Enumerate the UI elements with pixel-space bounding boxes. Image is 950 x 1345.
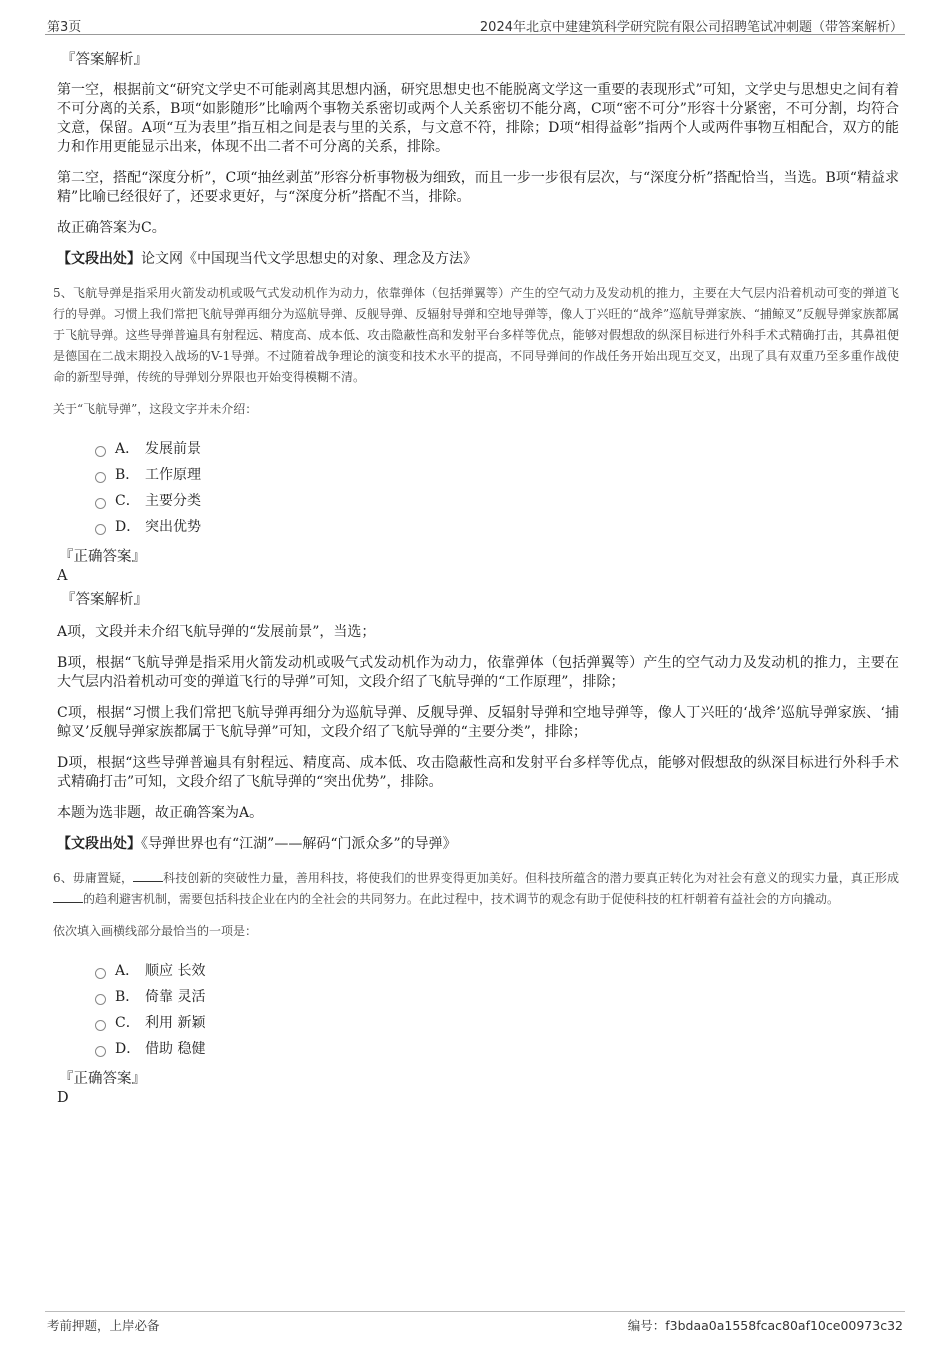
source-label: 【文段出处】	[57, 251, 141, 267]
radio-icon[interactable]	[95, 994, 106, 1005]
option-letter: D．	[115, 519, 141, 535]
analysis-conclusion: 本题为选非题，故正确答案为A。	[57, 805, 264, 821]
option-text: 发展前景	[145, 441, 201, 457]
question-prompt: 依次填入画横线部分最恰当的一项是：	[53, 924, 258, 938]
radio-icon[interactable]	[95, 472, 106, 483]
fill-blank	[53, 889, 83, 903]
analysis-label: 『答案解析』	[61, 52, 148, 68]
correct-answer-label: 『正确答案』	[59, 1071, 146, 1087]
fill-blank	[133, 868, 163, 882]
radio-icon[interactable]	[95, 1020, 106, 1031]
radio-icon[interactable]	[95, 446, 106, 457]
option-c[interactable]	[95, 1009, 899, 1035]
option-list	[95, 957, 899, 1061]
option-letter: A．	[115, 963, 140, 979]
option-letter: C．	[115, 1015, 140, 1031]
option-c[interactable]	[95, 487, 899, 513]
radio-icon[interactable]	[95, 1046, 106, 1057]
document-id: 编号：f3bdaa0a1558fcac80af10ce00973c32	[627, 1318, 903, 1333]
radio-icon[interactable]	[95, 968, 106, 979]
option-d[interactable]	[95, 513, 899, 539]
question-text-part: 的趋利避害机制，需要包括科技企业在内的全社会的共同努力。在此过程中，技术调节的观念有助于促使科技的杠杆朝着有益社会的方向撬动。	[83, 892, 840, 906]
analysis-label: 『答案解析』	[61, 592, 148, 608]
correct-answer: A	[57, 568, 68, 584]
option-b[interactable]	[95, 983, 899, 1009]
correct-answer: D	[57, 1090, 69, 1106]
question-prompt: 关于“飞航导弹”，这段文字并未介绍：	[53, 402, 258, 416]
option-text: 利用 新颖	[145, 1015, 206, 1031]
option-letter: C．	[115, 493, 140, 509]
radio-icon[interactable]	[95, 524, 106, 535]
option-letter: B．	[115, 467, 140, 483]
source-citation	[57, 835, 899, 854]
analysis-paragraph: A项，文段并未介绍飞航导弹的“发展前景”，当选；	[57, 624, 376, 640]
question-text	[53, 868, 899, 910]
option-text: 突出优势	[145, 519, 201, 535]
option-letter: B．	[115, 989, 140, 1005]
option-text: 倚靠 灵活	[145, 989, 206, 1005]
analysis-paragraph: C项，根据“习惯上我们常把飞航导弹再细分为巡航导弹、反舰导弹、反辐射导弹和空地导弹等，像人丁兴旺的‘战斧’巡航导弹家族、‘捕鲸叉’反舰导弹家族都属于飞航导弹”可知，文段介绍了飞航导弹的“主要分类”，排除；	[57, 705, 899, 740]
option-text: 工作原理	[145, 467, 201, 483]
analysis-paragraph: 第二空，搭配“深度分析”，C项“抽丝剥茧”形容分析事物极为细致，而且一步一步很有层次，与“深度分析”搭配恰当，当选。B项“精益求精”比喻已经很好了，还要求更好，与“深度分析”搭配不当，排除。	[57, 170, 899, 205]
correct-answer-label: 『正确答案』	[59, 549, 146, 565]
option-d[interactable]	[95, 1035, 899, 1061]
question-text-part: 6、毋庸置疑，	[53, 871, 134, 885]
option-b[interactable]	[95, 461, 899, 487]
page-footer	[45, 1311, 905, 1334]
analysis-paragraph: B项，根据“飞航导弹是指采用火箭发动机或吸气式发动机作为动力，依靠弹体（包括弹翼等）产生的空气动力及发动机的推力，主要在大气层内沿着机动可变的弹道飞行的导弹”可知，文段介绍了飞航导弹的“工作原理”，排除；	[57, 655, 899, 690]
page-header	[45, 14, 905, 35]
option-a[interactable]	[95, 435, 899, 461]
page-number: 第3页	[47, 20, 82, 35]
analysis-paragraph: 第一空，根据前文“研究文学史不可能剥离其思想内涵，研究思想史也不能脱离文学这一重要的表现形式”可知，文学史与思想史之间有着不可分离的关系，B项“如影随形”比喻两个事物关系密切或两个人关系密切不能分离，C项“密不可分”形容十分紧密，不可分割，均符合文意，保留。A项“互为表里”指互相之间是表与里的关系，与文意不符，排除；D项“相得益彰”指两个人或两件事物互相配合，双方的能力和作用更能显示出来，体现不出二者不可分离的关系，排除。	[57, 82, 899, 155]
question-text-part: 科技创新的突破性力量，善用科技，将使我们的世界变得更加美好。但科技所蕴含的潜力要真正转化为对社会有意义的现实力量，真正形成	[163, 871, 899, 885]
option-text: 借助 稳健	[145, 1041, 206, 1057]
radio-icon[interactable]	[95, 498, 106, 509]
option-list	[95, 435, 899, 539]
source-text: 《导弹世界也有“江湖”——解码“门派众多”的导弹》	[141, 836, 457, 852]
footer-slogan: 考前押题，上岸必备	[47, 1318, 160, 1333]
option-text: 顺应 长效	[145, 963, 206, 979]
option-letter: D．	[115, 1041, 141, 1057]
analysis-conclusion: 故正确答案为C。	[57, 220, 166, 236]
option-letter: A．	[115, 441, 140, 457]
source-text: 论文网《中国现当代文学思想史的对象、理念及方法》	[141, 251, 477, 267]
document-title: 2024年北京中建建筑科学研究院有限公司招聘笔试冲刺题（带答案解析）	[479, 20, 903, 35]
source-label: 【文段出处】	[57, 836, 141, 852]
analysis-paragraph: D项，根据“这些导弹普遍具有射程远、精度高、成本低、攻击隐蔽性高和发射平台多样等优点，能够对假想敌的纵深目标进行外科手术式精确打击”可知，文段介绍了飞航导弹的“突出优势”，排除。	[57, 755, 899, 790]
source-citation	[57, 250, 899, 269]
option-a[interactable]	[95, 957, 899, 983]
question-text: 5、飞航导弹是指采用火箭发动机或吸气式发动机作为动力，依靠弹体（包括弹翼等）产生的空气动力及发动机的推力，主要在大气层内沿着机动可变的弹道飞行的导弹。习惯上我们常把飞航导弹再细分为巡航导弹、反舰导弹、反辐射导弹和空地导弹等，像人丁兴旺的“战斧”巡航导弹家族、“捕鲸叉”反舰导弹家族都属于飞航导弹。这些导弹普遍具有射程远、精度高、成本低、攻击隐蔽性高和发射平台多样等优点，能够对假想敌的纵深目标进行外科手术式精确打击，其鼻祖便是德国在二战末期投入战场的V-1导弹。不过随着战争理论的演变和技术水平的提高，不同导弹间的作战任务开始出现互交叉，出现了具有双重乃至多重作战使命的新型导弹，传统的导弹划分界限也开始变得模糊不清。	[53, 286, 899, 384]
page-content	[53, 44, 899, 1118]
option-text: 主要分类	[145, 493, 201, 509]
